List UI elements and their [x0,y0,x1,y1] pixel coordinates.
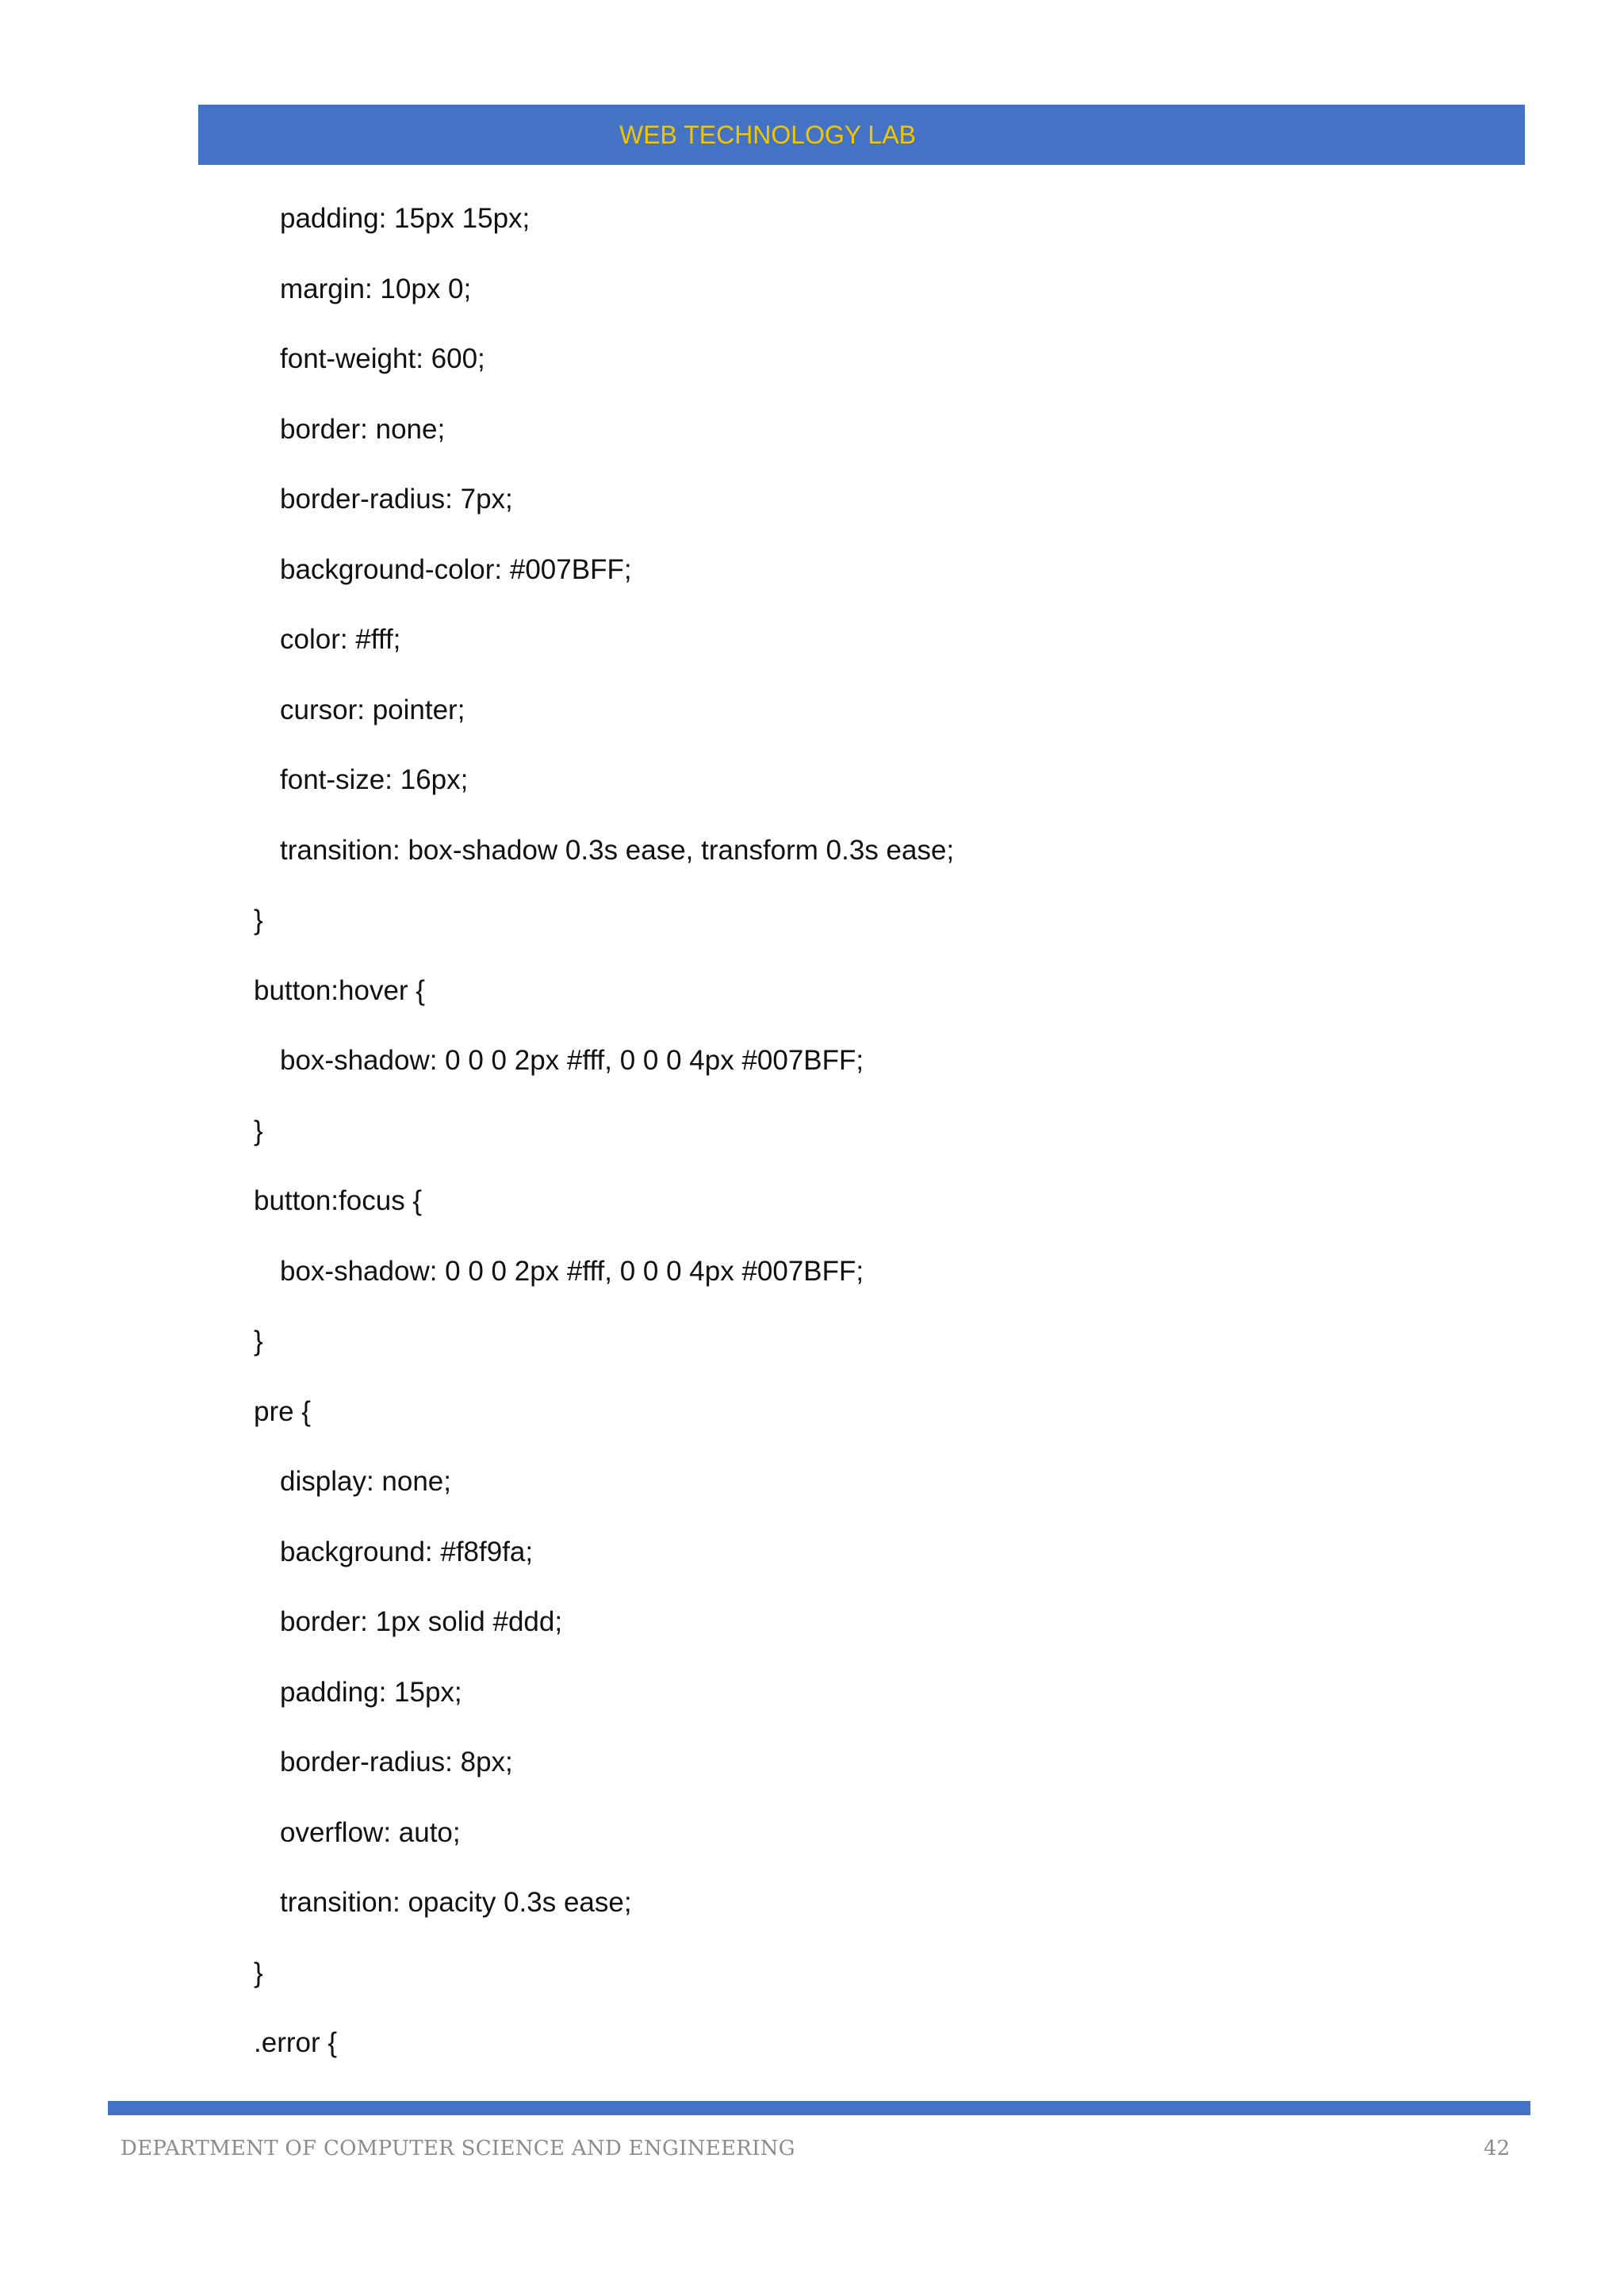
header-bar [198,105,1525,165]
code-line: transition: opacity 0.3s ease; [280,1887,632,1918]
code-line: pre { [254,1395,311,1427]
code-line: } [254,1957,263,1988]
code-line: border-radius: 7px; [280,484,513,515]
code-line: display: none; [280,1466,451,1497]
code-line: .error { [254,2027,338,2058]
footer-divider [108,2101,1530,2115]
code-line: padding: 15px 15px; [280,203,530,234]
code-line: border-radius: 8px; [280,1747,513,1777]
code-line: } [254,1326,263,1357]
footer-department: DEPARTMENT OF COMPUTER SCIENCE AND ENGINEERING [121,2137,795,2160]
code-line: padding: 15px; [280,1676,462,1708]
code-line: margin: 10px 0; [280,273,472,304]
code-line: button:focus { [254,1185,423,1216]
code-line: box-shadow: 0 0 0 2px #fff, 0 0 0 4px #007BFF; [280,1255,864,1287]
code-line: box-shadow: 0 0 0 2px #fff, 0 0 0 4px #007BFF; [280,1045,864,1076]
code-line: overflow: auto; [280,1816,461,1848]
page-title: WEB TECHNOLOGY LAB [619,121,917,149]
code-line: } [254,1115,263,1146]
code-line: background-color: #007BFF; [280,553,632,585]
code-line: border: none; [280,413,446,445]
code-line: background: #f8f9fa; [280,1536,534,1567]
code-line: } [254,905,263,936]
code-line: font-weight: 600; [280,343,485,374]
code-line: font-size: 16px; [280,764,469,795]
code-line: cursor: pointer; [280,694,465,725]
code-line: border: 1px solid #ddd; [280,1606,563,1637]
code-line: button:hover { [254,974,425,1006]
page-number: 42 [1483,2137,1510,2160]
code-line: color: #fff; [280,624,401,655]
code-line: transition: box-shadow 0.3s ease, transform 0.3s ease; [280,834,955,866]
